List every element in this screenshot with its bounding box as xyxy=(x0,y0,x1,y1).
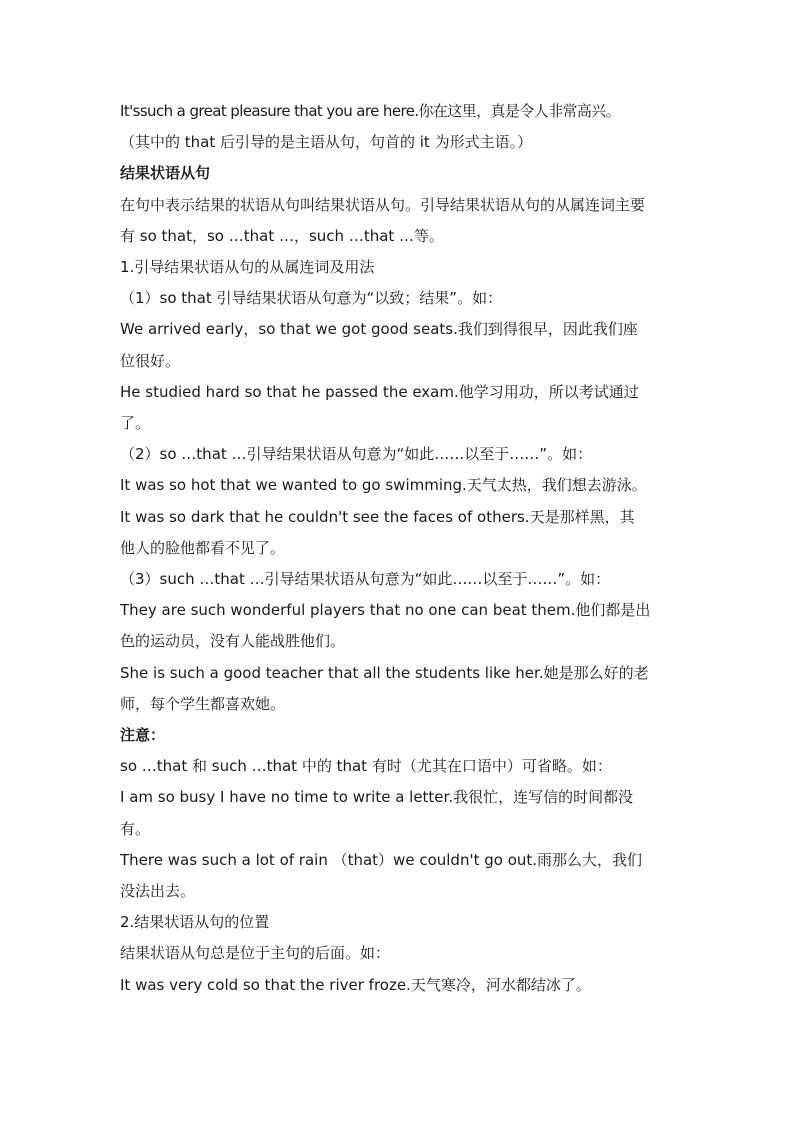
subsection-heading: 2.结果状语从句的位置 xyxy=(120,913,270,932)
document-body xyxy=(120,96,680,1001)
example-sentence-line: He studied hard so that he passed the exam.他学习用功，所以考试通过 xyxy=(120,382,639,401)
definition-line: 有 so that，so …that …，such …that …等。 xyxy=(120,226,445,245)
example-sentence-line: They are such wonderful players that no one can beat them.他们都是出 xyxy=(120,601,651,620)
usage-rule-line: （2）so …that …引导结果状语从句意为“如此……以至于……”。如： xyxy=(120,445,593,464)
example-sentence-line: 位很好。 xyxy=(120,351,181,370)
example-sentence-line: 色的运动员，没有人能战胜他们。 xyxy=(120,632,346,651)
example-sentence-line: I am so busy I have no time to write a letter.我很忙，连写信的时间都没 xyxy=(120,788,634,807)
usage-rule-line: （1）so that 引导结果状语从句意为“以致；结果”。如： xyxy=(120,289,503,308)
example-sentence-line: 有。 xyxy=(120,819,151,838)
example-sentence-line: It'ssuch a great pleasure that you are here.你在这里，真是令人非常高兴。 xyxy=(120,102,621,120)
explanation-line: （其中的 that 后引导的是主语从句，句首的 it 为形式主语。） xyxy=(120,133,533,152)
example-sentence-line: 他人的脸他都看不见了。 xyxy=(120,538,286,557)
example-sentence-line: She is such a good teacher that all the students like her.她是那么好的老 xyxy=(120,663,649,682)
example-sentence-line: 师，每个学生都喜欢她。 xyxy=(120,694,286,713)
example-sentence-line: It was so hot that we wanted to go swimming.天气太热，我们想去游泳。 xyxy=(120,476,647,495)
example-sentence-line: 没法出去。 xyxy=(120,882,196,901)
usage-rule-line: 结果状语从句总是位于主句的后面。如： xyxy=(120,944,391,963)
example-sentence-line: We arrived early，so that we got good seats.我们到得很早，因此我们座 xyxy=(120,320,638,339)
example-sentence-line: It was very cold so that the river froze.天气寒冷，河水都结冰了。 xyxy=(120,975,591,994)
subsection-heading: 1.引导结果状语从句的从属连词及用法 xyxy=(120,258,375,277)
section-heading: 结果状语从句 xyxy=(120,164,211,183)
definition-line: 在句中表示结果的状语从句叫结果状语从句。引导结果状语从句的从属连词主要 xyxy=(120,195,646,214)
note-line: so …that 和 such …that 中的 that 有时（尤其在口语中）可省略。如： xyxy=(120,757,612,776)
example-sentence-line: It was so dark that he couldn't see the faces of others.天是那样黑，其 xyxy=(120,507,635,526)
example-sentence-line: 了。 xyxy=(120,414,151,433)
note-heading: 注意： xyxy=(120,726,166,745)
example-sentence-line: There was such a lot of rain （that）we couldn't go out.雨那么大，我们 xyxy=(120,850,643,869)
usage-rule-line: （3）such …that …引导结果状语从句意为“如此……以至于……”。如： xyxy=(120,570,611,589)
